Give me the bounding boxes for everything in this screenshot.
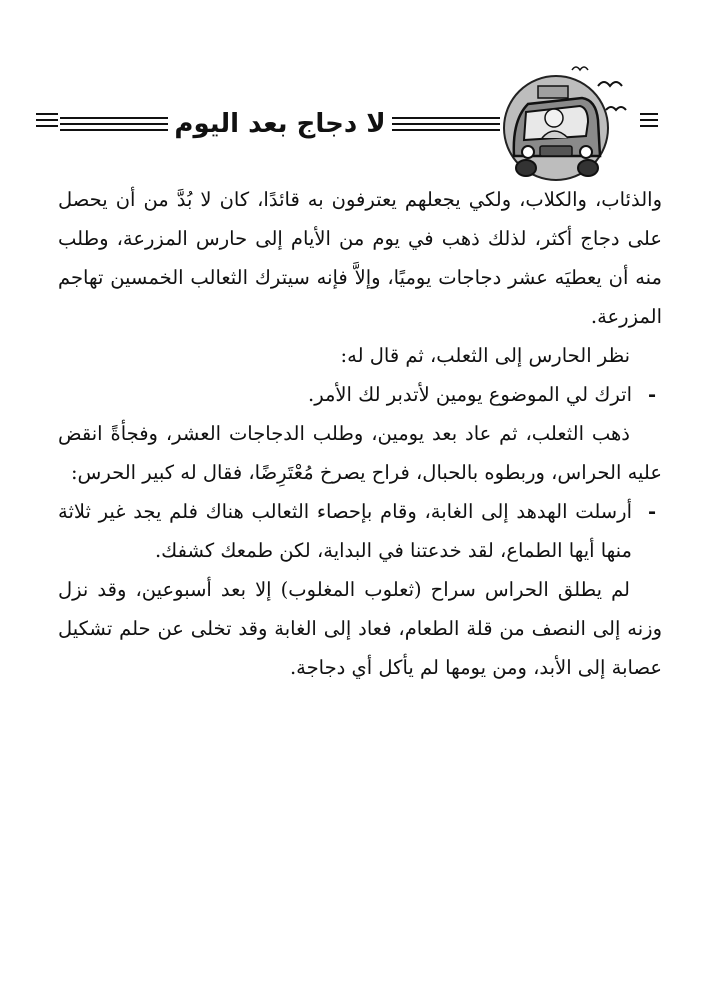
paragraph-6: لم يطلق الحراس سراح (ثعلوب المغلوب) إلا بعد أسبوعين، وقد نزل وزنه إلى النصف من قلة الطعام، فعاد إلى الغابة وقد تخلى عن حلم تشكيل عصابة إلى الأبد، ومن يومها لم يأكل أي دجاجة. bbox=[58, 578, 662, 679]
dialogue-text-1: اترك لي الموضوع يومين لأتدبر لك الأمر. bbox=[308, 383, 632, 406]
header-rule-left bbox=[36, 113, 58, 127]
dialogue-line-1 bbox=[58, 375, 662, 414]
car-emblem-icon bbox=[498, 60, 638, 190]
paragraph-2: نظر الحارس إلى الثعلب، ثم قال له: bbox=[340, 344, 630, 367]
header-rule-right bbox=[640, 113, 658, 127]
story-body bbox=[58, 180, 662, 687]
title-rule-left bbox=[60, 117, 168, 131]
dialogue-dash: - bbox=[647, 383, 657, 406]
title-rule-right bbox=[392, 117, 500, 131]
dialogue-dash: - bbox=[647, 500, 657, 523]
chapter-header bbox=[0, 60, 720, 190]
paragraph-4: ذهب الثعلب، ثم عاد بعد يومين، وطلب الدجاجات العشر، وفجأةً انقض عليه الحراس، وربطوه بالحبال، فراح يصرخ مُعْتَرِضًا، فقال له كبير الحرس: bbox=[58, 422, 662, 484]
chapter-title: لا دجاج بعد اليوم bbox=[174, 109, 386, 139]
dialogue-text-2: أرسلت الهدهد إلى الغابة، وقام بإحصاء الثعالب هناك فلم يجد غير ثلاثة منها أيها الطماع، لقد خدعتنا في البداية، لكن طمعك كشفك. bbox=[58, 500, 632, 562]
dialogue-line-2 bbox=[58, 492, 662, 570]
paragraph-1: والذئاب، والكلاب، ولكي يجعلهم يعترفون به قائدًا، كان لا بُدَّ من أن يحصل على دجاج أكثر، لذلك ذهب في يوم من الأيام إلى حارس المزرعة، وطلب منه أن يعطيَه عشر دجاجات يوميًا، وإلاَّ فإنه سيترك الثعالب الخمسين تهاجم المزرعة. bbox=[58, 188, 662, 328]
title-bar bbox=[60, 104, 500, 144]
